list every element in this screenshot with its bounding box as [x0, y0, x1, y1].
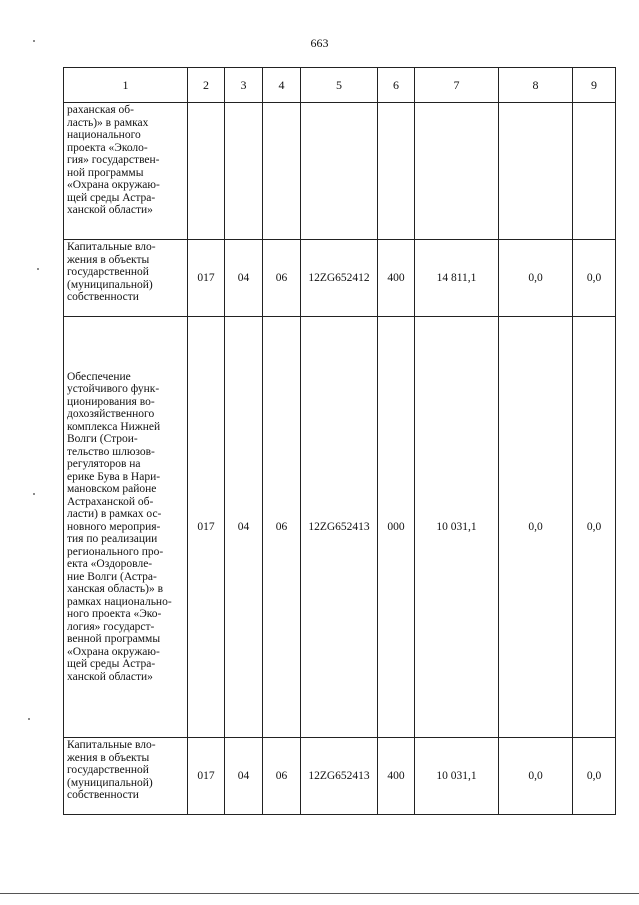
scan-bottom-edge — [0, 893, 639, 894]
table-cell: 10 031,1 — [415, 317, 499, 738]
table-row — [64, 738, 616, 815]
row-description: Капитальные вло- жения в объекты государственной (муниципальной) собственности — [64, 240, 188, 317]
table-cell — [263, 103, 301, 240]
row-description: раханская об- ласть)» в рамках национального проекта «Эколо- гия» государствен- ной программы «Охрана окружаю- щей среды Астра- ханской области» — [64, 103, 188, 240]
table-cell: 12ZG652412 — [301, 240, 378, 317]
table-cell: 017 — [188, 240, 225, 317]
table-cell: 400 — [378, 738, 415, 815]
row-description: Обеспечение устойчивого функ- ционирования во- дохозяйственного комплекса Нижней Волги (Строи- тельство шлюзов- регуляторов на ерике Бува в Нари- мановском районе Астраханской об- ласти) в рамках ос- новного мероприя- тия по реализации регионального про- екта «Оздоровле- ние Волги (Астра- ханская область)» в рамках национально- ного проекта «Эко- логия» государст- венной программы «Охрана окружаю- щей среды Астра- ханской области» — [64, 317, 188, 738]
table-row — [64, 317, 616, 738]
table-cell — [188, 103, 225, 240]
table-cell — [499, 103, 573, 240]
table-cell — [225, 103, 263, 240]
header-cell: 2 — [188, 68, 225, 103]
table-cell: 017 — [188, 738, 225, 815]
table-cell: 04 — [225, 738, 263, 815]
table-cell: 14 811,1 — [415, 240, 499, 317]
table-cell: 12ZG652413 — [301, 317, 378, 738]
table-cell: 04 — [225, 240, 263, 317]
table-cell: 400 — [378, 240, 415, 317]
header-cell: 7 — [415, 68, 499, 103]
scan-speck — [28, 718, 30, 720]
scan-speck — [33, 40, 35, 42]
scan-speck — [33, 493, 35, 495]
table-cell — [378, 103, 415, 240]
table-cell: 0,0 — [573, 240, 616, 317]
header-cell: 4 — [263, 68, 301, 103]
header-row — [64, 68, 616, 103]
table-cell: 06 — [263, 317, 301, 738]
header-cell: 1 — [64, 68, 188, 103]
table-cell: 0,0 — [499, 240, 573, 317]
table-cell — [573, 103, 616, 240]
table-row — [64, 240, 616, 317]
table-cell: 06 — [263, 240, 301, 317]
table-cell: 017 — [188, 317, 225, 738]
table-cell: 0,0 — [573, 738, 616, 815]
header-cell: 6 — [378, 68, 415, 103]
header-cell: 9 — [573, 68, 616, 103]
table-cell: 04 — [225, 317, 263, 738]
page-number: 663 — [310, 36, 329, 50]
table-cell — [301, 103, 378, 240]
table-cell: 0,0 — [499, 317, 573, 738]
table-cell: 0,0 — [499, 738, 573, 815]
budget-table — [63, 67, 616, 815]
table-cell: 10 031,1 — [415, 738, 499, 815]
scan-speck — [37, 268, 39, 270]
header-cell: 3 — [225, 68, 263, 103]
table-cell: 06 — [263, 738, 301, 815]
table-cell: 000 — [378, 317, 415, 738]
header-cell: 8 — [499, 68, 573, 103]
table-cell — [415, 103, 499, 240]
table-cell: 12ZG652413 — [301, 738, 378, 815]
row-description: Капитальные вло- жения в объекты государственной (муниципальной) собственности — [64, 738, 188, 815]
header-cell: 5 — [301, 68, 378, 103]
table-cell: 0,0 — [573, 317, 616, 738]
table-row — [64, 103, 616, 240]
